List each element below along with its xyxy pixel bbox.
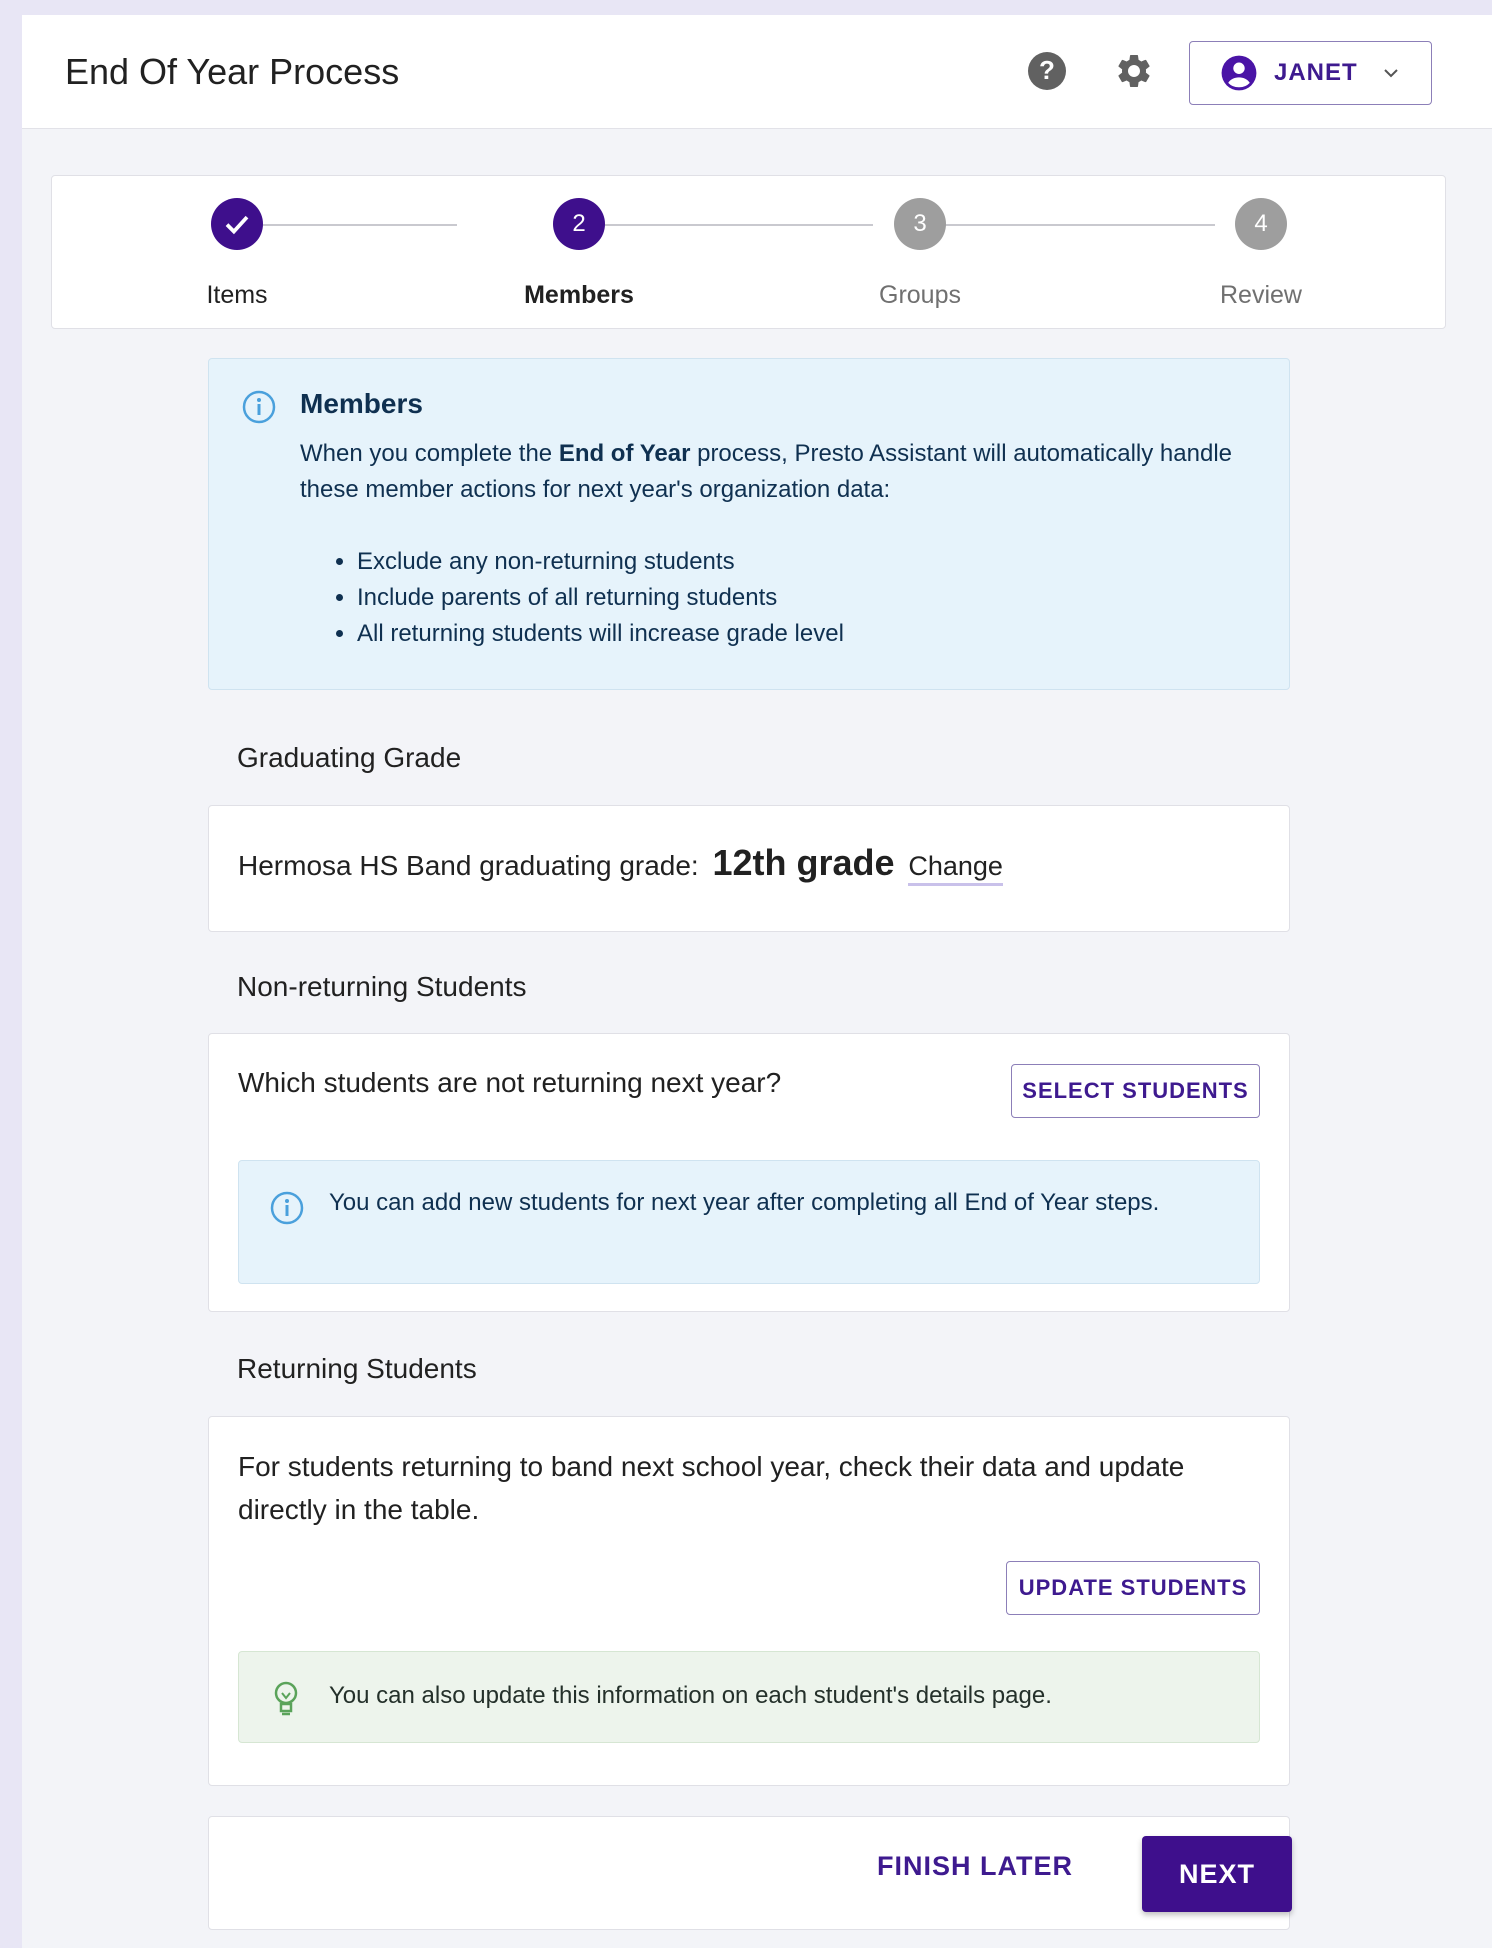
new-students-note: You can add new students for next year after completing all End of Year steps. <box>329 1189 1160 1216</box>
step-label-review: Review <box>1220 281 1302 309</box>
step-label-members[interactable]: Members <box>524 281 634 309</box>
update-students-button[interactable]: UPDATE STUDENTS <box>1006 1561 1260 1615</box>
info-icon <box>269 1190 305 1226</box>
change-grade-link[interactable]: Change <box>908 851 1003 886</box>
step-4-circle: 4 <box>1235 198 1287 250</box>
top-bar <box>22 15 1492 129</box>
step-1-check-icon[interactable] <box>211 198 263 250</box>
finish-later-button[interactable]: FINISH LATER <box>877 1851 1073 1881</box>
update-tip-alert <box>238 1651 1260 1743</box>
step-2-circle[interactable]: 2 <box>553 198 605 250</box>
chevron-down-icon <box>1382 67 1400 79</box>
returning-card <box>208 1416 1290 1786</box>
progress-stepper <box>51 175 1446 329</box>
update-tip-text: You can also update this information on each student's details page. <box>329 1682 1052 1709</box>
returning-description: For students returning to band next school year, check their data and update directly in the table. <box>238 1451 1185 1525</box>
app-frame <box>22 15 1492 1948</box>
next-button[interactable]: NEXT <box>1142 1836 1292 1912</box>
non-returning-card <box>208 1033 1290 1312</box>
non-returning-heading: Non-returning Students <box>237 971 527 1002</box>
graduating-grade-value: 12th grade <box>712 842 895 883</box>
graduating-grade-heading: Graduating Grade <box>237 742 462 773</box>
graduating-grade-line <box>238 842 1003 884</box>
gear-icon[interactable] <box>1114 51 1154 91</box>
info-title: Members <box>300 388 423 419</box>
select-students-button[interactable]: SELECT STUDENTS <box>1011 1064 1260 1118</box>
info-description: When you complete the End of Year process, Presto Assistant will automatically handle these member actions for next year's organization data: <box>300 440 1233 503</box>
user-menu-button[interactable] <box>1189 41 1432 105</box>
step-connector <box>263 224 457 226</box>
action-bar <box>208 1816 1290 1930</box>
account-circle-icon <box>1220 54 1258 92</box>
list-item: • Exclude any non-returning students <box>357 544 844 580</box>
list-item: • Include parents of all returning students <box>357 580 844 616</box>
step-connector <box>605 224 873 226</box>
non-returning-question: Which students are not returning next year? <box>238 1067 782 1098</box>
step-label-groups: Groups <box>879 281 961 309</box>
step-3-circle: 3 <box>894 198 946 250</box>
graduating-grade-label: Hermosa HS Band graduating grade: <box>238 850 699 881</box>
help-icon[interactable] <box>1027 51 1067 91</box>
page-title: End Of Year Process <box>65 51 400 92</box>
step-label-items[interactable]: Items <box>206 281 268 309</box>
user-name: JANET <box>1274 59 1358 86</box>
graduating-grade-card <box>208 805 1290 932</box>
returning-heading: Returning Students <box>237 1353 477 1384</box>
lightbulb-icon <box>269 1679 303 1717</box>
new-students-info-alert <box>238 1160 1260 1284</box>
list-item: • All returning students will increase grade level <box>357 616 844 652</box>
svg-text:?: ? <box>1039 55 1055 85</box>
info-bullet-list <box>357 544 844 652</box>
info-icon <box>241 389 277 425</box>
step-connector <box>945 224 1215 226</box>
members-info-alert <box>208 358 1290 690</box>
